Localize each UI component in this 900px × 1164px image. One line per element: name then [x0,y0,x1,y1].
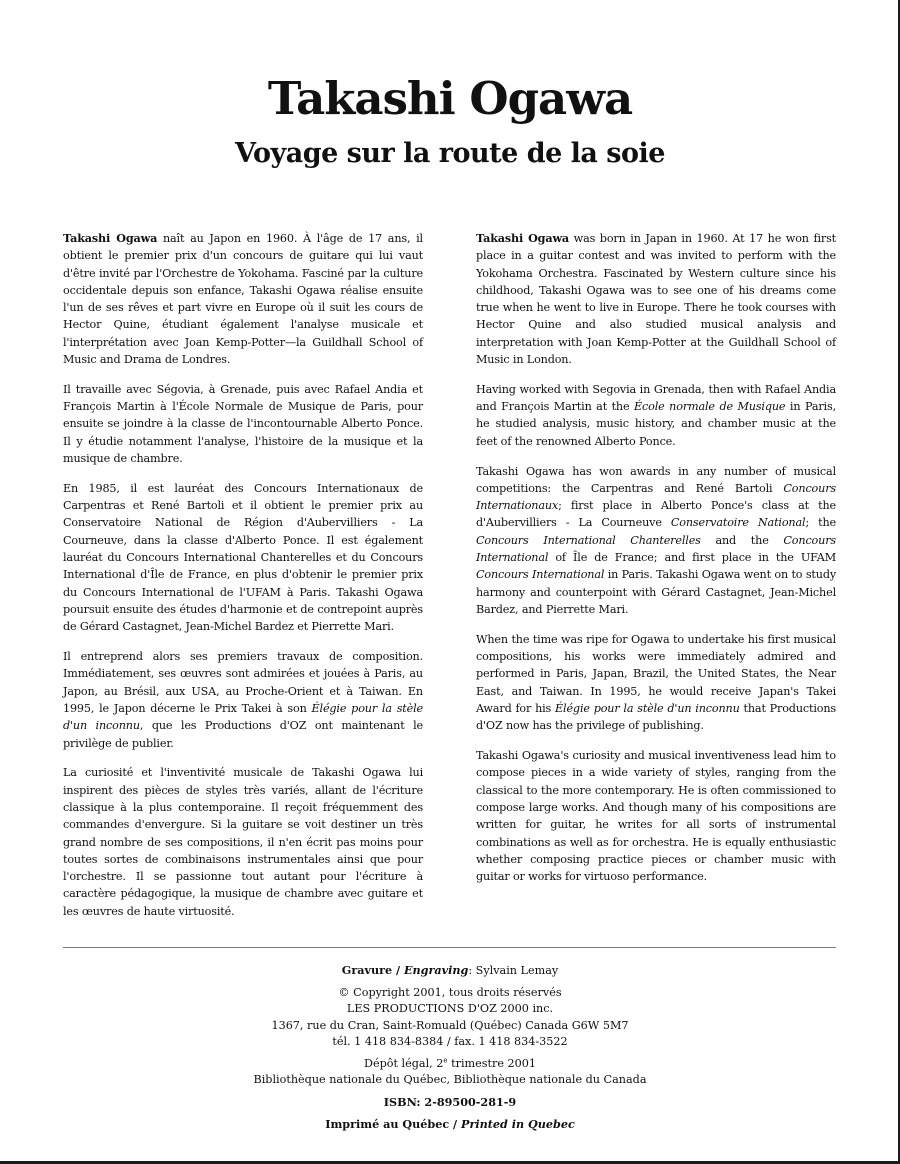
colophon-divider [63,947,836,948]
french-paragraph-2: Il travaille avec Ségovia, à Grenade, puis avec Rafael Andia et François Martin à l'École Normale de Musique de Paris, pour ensuite se joindre à la classe de l'incontournable Alberto Ponce. Il y étudie notamment l'analyse, l'histoire de la musique et la musique de chambre. [63,382,423,466]
legal-deposit: Dépôt légal, 2e trimestre 2001 [364,1055,536,1070]
english-paragraph-4: When the time was ripe for Ogawa to undertake his first musical compositions, his works were immediately admired and performed in Paris, Japan, Brazil, the United States, the Near East, and Taiwan. In 1995, he would receive Japan's Takei Award for his Élégie pour la stèle d'un inconnu that Productions d'OZ now has the privilege of publishing. [476,632,836,733]
english-paragraph-3: Takashi Ogawa has won awards in any number of musical competitions: the Carpentras and René Bartoli Concours Internationaux; first place in Alberto Ponce's class at the d'Aubervilliers - La Courneuve Conservatoire National; the Concours International Chanterelles and the Concours International of Île de France; and first place in the UFAM Concours International in Paris. Takashi Ogawa went on to study harmony and counterpoint with Gérard Castagnet, Jean-Michel Bardez, and Pierrette Mari. [476,464,837,616]
french-work-title: Élégie pour la stèle d'un inconnu [63,701,424,733]
publisher-name: LES PRODUCTIONS D'OZ 2000 inc. [346,1002,554,1015]
french-paragraph-3: En 1985, il est lauréat des Concours Internationaux de Carpentras et René Bartoli et il obtient le premier prix au Conservatoire National de Région d'Aubervilliers - La Courneuve, dans la classe d'Alberto Ponce. Il est également lauréat du Concours International Chanterelles et du Concours International d'Île de France, en plus d'obtenir le premier prix du Concours International de l'UFAM à Paris. Takashi Ogawa poursuit ensuite des études d'harmonie et de contrepoint auprès de Gérard Castagnet, Jean-Michel Bardez et Pierrette Mari. [63,481,423,634]
engraving-credit: Gravure / Engraving: Sylvain Lemay [341,963,559,977]
english-paragraph-5: Takashi Ogawa's curiosity and musical inventiveness lead him to compose pieces in a wide variety of styles, ranging from the classical to the more contemporary. He is often commissioned to compose large works. And though many of his compositions are written for guitar, he writes for all sorts of instrumental combinations as well as for orchestra. He is equally enthusiastic whether composing practice pieces or chamber music with guitar or works for virtuoso performance. [476,749,836,884]
page-subtitle: Voyage sur la route de la soie [235,138,665,169]
colophon [0,962,900,1134]
english-paragraph-2: Having worked with Segovia in Grenada, then with Rafael Andia and François Martin at the École normale de Musique in Paris, he studied analysis, music history, and chamber music at the feet of the renowned Alberto Ponce. [476,382,836,448]
french-paragraph-1: Takashi Ogawa naît au Japon en 1960. À l'âge de 17 ans, il obtient le premier prix d'un concours de guitare qui lui vaut d'être invité par l'Orchestre de Yokohama. Fasciné par la culture occidentale depuis son enfance, Takashi Ogawa réalise ensuite l'un de ses rêves et part vivre en Europe où il suit les cours de Hector Quine, étudiant également l'analyse musicale et l'interprétation avec Joan Kemp-Potter—la Guildhall School of Music and Drama de Londres. [63,231,423,367]
english-biography-column [476,230,836,898]
french-composer-name: Takashi Ogawa [63,231,158,245]
english-paragraph-1: Takashi Ogawa was born in Japan in 1960. At 17 he won first place in a guitar contest and was invited to perform with the Yokohama Orchestra. Fascinated by Western culture since his childhood, Takashi Ogawa was to see one of his dreams come true when he went to live in Europe. There he took courses with Hector Quine and also studied musical analysis and interpretation with Joan Kemp-Potter at the Guildhall School of Music in London. [476,231,837,367]
english-work-title: Élégie pour la stèle d'un inconnu [555,701,740,715]
isbn: ISBN: 2-89500-281-9 [383,1094,517,1109]
french-paragraph-5: La curiosité et l'inventivité musicale de Takashi Ogawa lui inspirent des pièces de styles très variés, allant de l'écriture classique à la plus contemporaine. Il reçoit fréquemment des commandes d'envergure. Si la guitare se voit destiner un très grand nombre de ses compositions, il n'en écrit pas moins pour toutes sortes de combinaisons instrumentales ainsi que pour l'orchestre. Il se passionne tout autant pour l'écriture à caractère pédagogique, la musique de chambre avec guitare et les œuvres de haute virtuosité. [63,766,423,918]
french-paragraph-4: Il entreprend alors ses premiers travaux de composition. Immédiatement, ses œuvres sont admirées et jouées à Paris, au Japon, au Brésil, aux USA, au Proche-Orient et à Taiwan. En 1995, le Japon décerne le Prix Takei à son Élégie pour la stèle d'un inconnu, que les Productions d'OZ ont maintenant le privilège de publier. [63,650,424,750]
english-composer-name: Takashi Ogawa [476,231,570,245]
publisher-phone: tél. 1 418 834-8384 / fax. 1 418 834-3522 [332,1035,568,1048]
publisher-address: 1367, rue du Cran, Saint-Romuald (Québec) Canada G6W 5M7 [271,1018,629,1032]
printed-in: Imprimé au Québec / Printed in Quebec [325,1117,575,1131]
french-biography-column [63,230,423,932]
copyright-notice: © Copyright 2001, tous droits réservés [338,985,562,999]
page-title: Takashi Ogawa [267,72,633,125]
national-libraries: Bibliothèque nationale du Québec, Bibliothèque nationale du Canada [253,1073,647,1086]
